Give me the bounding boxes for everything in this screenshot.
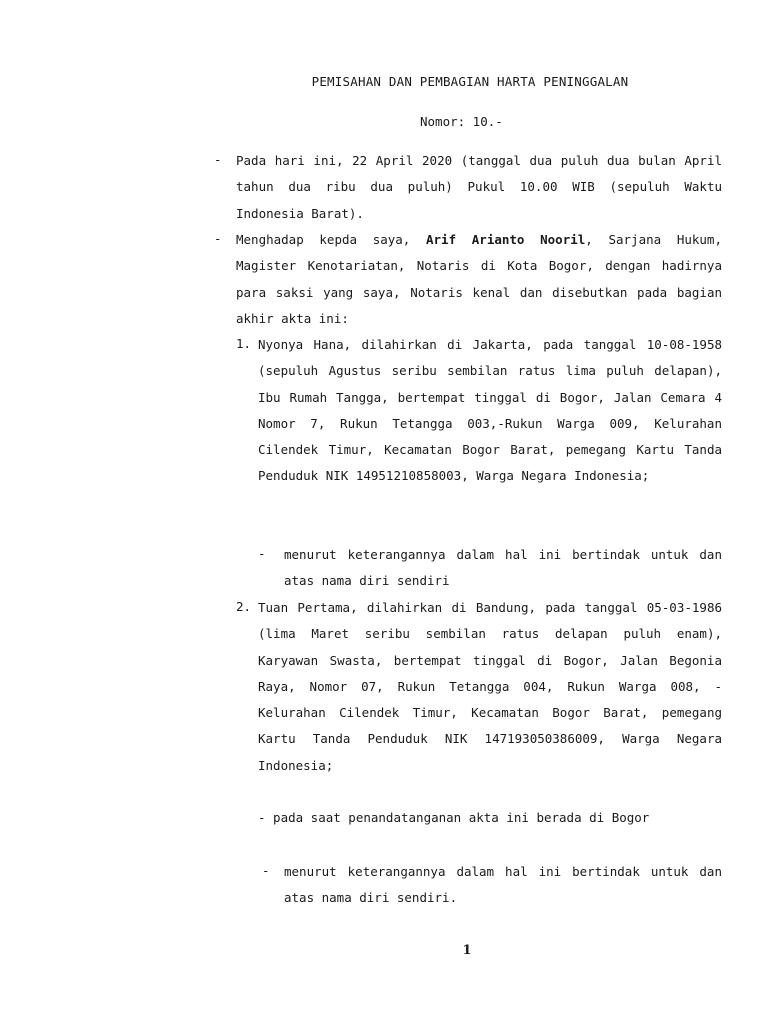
appearer-one-capacity: menurut keterangannya dalam hal ini bertindak untuk dan atas nama diri sendiri [284,547,722,589]
page-number: 1 [462,943,472,958]
appearance-prefix: Menghadap kepda saya, [236,232,426,247]
document-title: PEMISAHAN DAN PEMBAGIAN HARTA PENINGGALAN [311,74,629,89]
sub-bullet-dash: - [262,863,270,878]
appearer-two-location: - pada saat penandatanganan akta ini berada di Bogor [258,810,650,825]
appearer-two-capacity: menurut keterangannya dalam hal ini bertindak untuk dan atas nama diri sendiri. [284,864,722,906]
bullet-dash: - [214,152,222,167]
document-number: Nomor: 10.- [420,114,503,129]
bullet-dash: - [214,231,222,246]
appearer-one-text: Nyonya Hana, dilahirkan di Jakarta, pada tanggal 10-08-1958 (sepuluh Agustus seribu sembilan ratus lima puluh delapan), Ibu Rumah Tangga, bertempat tinggal di Bogor, Jalan Cemara 4 Nomor 7, Rukun Tetangga 003,-Rukun Warga 009, Kelurahan Cilendek Timur, Kecamatan Bogor Barat, pemegang Kartu Tanda Penduduk NIK 14951210858003, Warga Negara Indonesia; [258,337,722,484]
item-number: 2. [236,599,252,614]
appearance-paragraph [236,227,722,332]
appearer-two-text: Tuan Pertama, dilahirkan di Bandung, pada tanggal 05-03-1986 (lima Maret seribu sembilan ratus delapan puluh enam), Karyawan Swasta, bertempat tinggal di Bogor, Jalan Begonia Raya, Nomor 07, Rukun Tetangga 004, Rukun Warga 008, -Kelurahan Cilendek Timur, Kecamatan Bogor Barat, pemegang Kartu Tanda Penduduk NIK 147193050386009, Warga Negara Indonesia; [258,600,722,773]
appearance-suffix: , Sarjana Hukum, Magister Kenotariatan, Notaris di Kota Bogor, dengan hadirnya para saksi yang saya, Notaris kenal dan disebutkan pada bagian akhir akta ini: [236,232,722,326]
sub-bullet-dash: - [258,546,266,561]
opening-paragraph: Pada hari ini, 22 April 2020 (tanggal dua puluh dua bulan April tahun dua ribu dua puluh) Pukul 10.00 WIB (sepuluh Waktu Indonesia Barat). [236,153,722,221]
item-number: 1. [236,336,252,351]
notary-name: Arif Arianto Nooril [426,232,586,247]
